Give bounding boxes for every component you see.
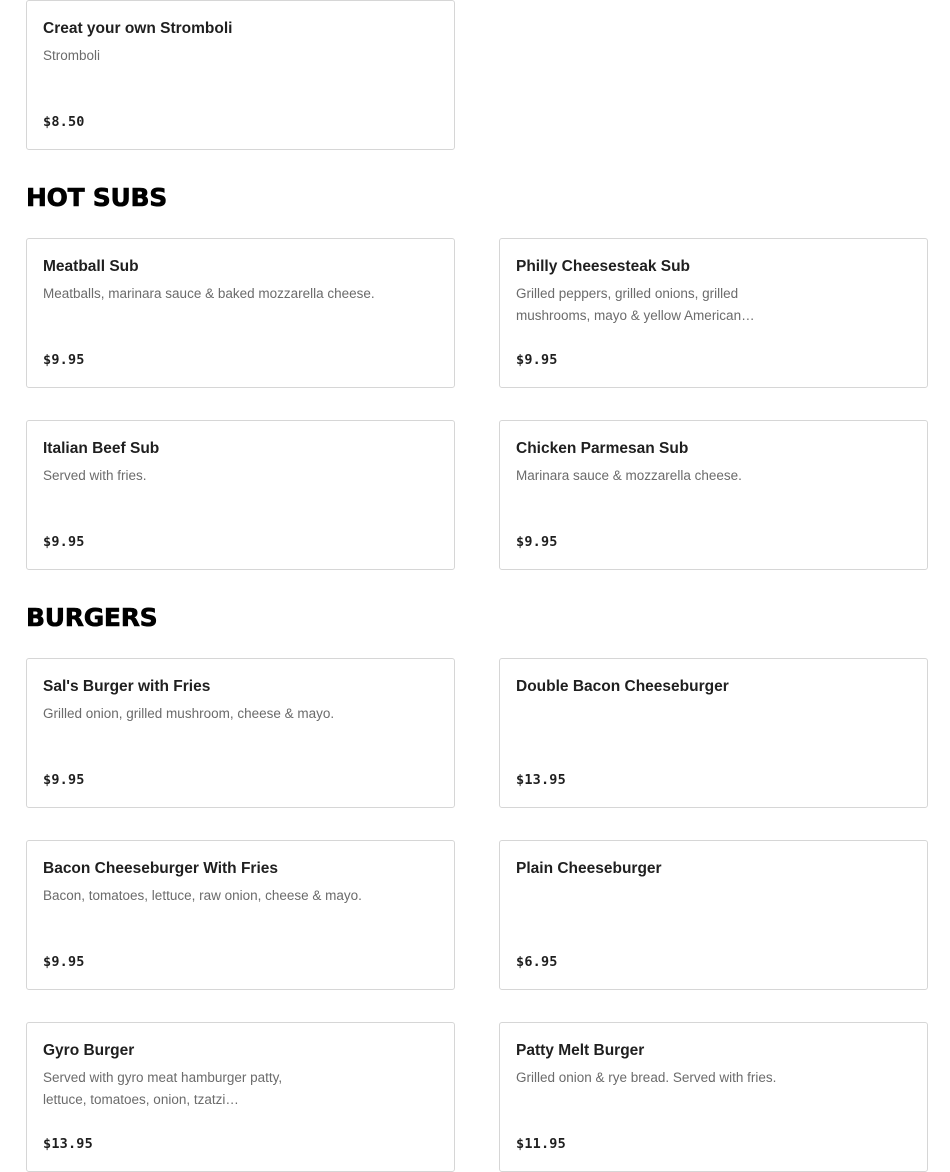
section-heading-hot-subs: HOT SUBS [26, 183, 167, 212]
menu-item-name: Creat your own Stromboli [43, 20, 233, 37]
menu-item-description: Stromboli [43, 48, 101, 63]
menu-item-name: Double Bacon Cheeseburger [516, 678, 729, 695]
menu-item-description: Grilled peppers, grilled onions, grilled mushrooms, mayo & yellow American… [516, 286, 755, 323]
menu-item-card[interactable] [26, 840, 455, 990]
menu-item-name: Sal's Burger with Fries [43, 678, 211, 695]
menu-item-card[interactable] [499, 238, 928, 388]
menu-item-card[interactable] [26, 238, 455, 388]
menu-item-name: Chicken Parmesan Sub [516, 440, 689, 457]
section-heading-burgers: BURGERS [26, 603, 158, 632]
menu-item-price: $13.95 [516, 772, 566, 788]
menu-item-card[interactable] [499, 420, 928, 570]
menu-item-card[interactable] [26, 420, 455, 570]
menu-item-price: $8.50 [43, 114, 85, 130]
menu-item-description: Grilled onion, grilled mushroom, cheese & mayo. [43, 706, 335, 721]
menu-item-description: Served with gyro meat hamburger patty, lettuce, tomatoes, onion, tzatzi… [43, 1070, 283, 1107]
menu-item-description: Meatballs, marinara sauce & baked mozzarella cheese. [43, 286, 375, 301]
menu-item-name: Patty Melt Burger [516, 1042, 645, 1059]
menu-item-name: Philly Cheesesteak Sub [516, 258, 691, 275]
menu-item-price: $9.95 [516, 534, 558, 550]
menu-item-card[interactable] [26, 658, 455, 808]
menu-item-description: Bacon, tomatoes, lettuce, raw onion, cheese & mayo. [43, 888, 362, 903]
menu-item-price: $13.95 [43, 1136, 93, 1152]
menu-item-price: $9.95 [43, 772, 85, 788]
menu-item-card[interactable] [499, 840, 928, 990]
menu-item-description: Served with fries. [43, 468, 147, 483]
menu-item-price: $9.95 [43, 534, 85, 550]
menu-item-name: Plain Cheeseburger [516, 860, 662, 877]
menu-item-name: Italian Beef Sub [43, 440, 160, 457]
menu-item-price: $11.95 [516, 1136, 566, 1152]
menu-item-name: Meatball Sub [43, 258, 139, 275]
menu-item-card[interactable] [499, 658, 928, 808]
menu-item-card[interactable] [26, 0, 455, 150]
menu-item-name: Gyro Burger [43, 1042, 135, 1059]
menu-item-price: $9.95 [43, 954, 85, 970]
menu-item-description: Marinara sauce & mozzarella cheese. [516, 468, 742, 483]
menu-item-price: $9.95 [43, 352, 85, 368]
menu-item-description: Grilled onion & rye bread. Served with fries. [516, 1070, 777, 1085]
menu-item-price: $6.95 [516, 954, 558, 970]
menu-item-price: $9.95 [516, 352, 558, 368]
menu-item-name: Bacon Cheeseburger With Fries [43, 860, 278, 877]
